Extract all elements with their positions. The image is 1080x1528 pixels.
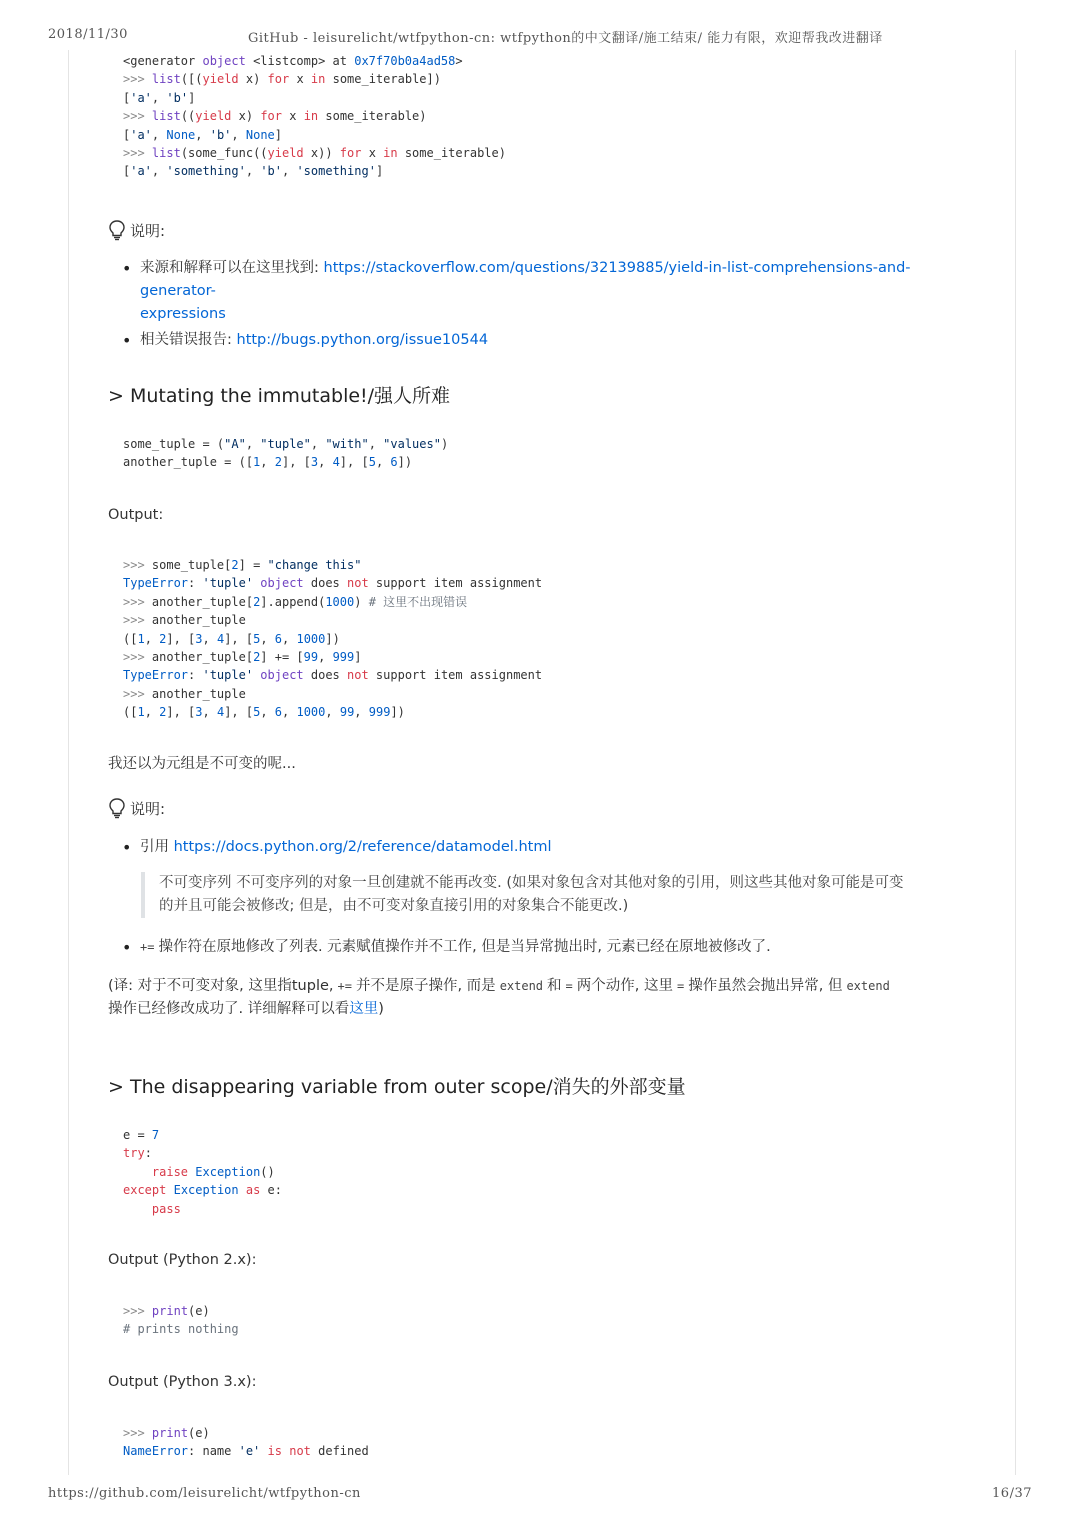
explanation-heading (108, 797, 165, 819)
list-item-text: 相关错误报告: (140, 332, 237, 348)
section-heading-disappearing-variable: > The disappearing variable from outer scope/消失的外部变量 (108, 1076, 686, 1098)
code-line: some_tuple = ("A", "tuple", "with", "values") (123, 437, 449, 451)
code-line: >>> list(some_func((yield x)) for x in some_iterable) (123, 146, 506, 161)
code-line: ([1, 2], [3, 4], [5, 6, 1000, 99, 999]) (123, 705, 405, 720)
code-block-exception (123, 1126, 282, 1218)
code-line: >>> another_tuple[2].append(1000) # 这里不出现错误 (123, 594, 468, 609)
code-block-listcomp (123, 52, 506, 181)
note-text: 两个动作, 这里 (576, 978, 673, 994)
stackoverflow-link-continued[interactable]: expressions (140, 306, 226, 322)
code-block-output-py3 (123, 1424, 369, 1461)
list-item-text: 操作符在原地修改了列表. 元素赋值操作并不工作, 但是当异常抛出时, 元素已经在原地被修改了. (158, 939, 771, 955)
explanation-list (110, 936, 970, 959)
page-number: 16/37 (992, 1486, 1032, 1501)
code-line: except Exception as e: (123, 1183, 282, 1198)
output-label: Output: (108, 507, 164, 523)
inline-code: extend (499, 979, 544, 993)
inline-code: += (337, 979, 352, 993)
code-block-output-py2 (123, 1302, 239, 1339)
explanation-label: 说明: (130, 221, 166, 240)
remark-text: 我还以为元组是不可变的呢... (108, 756, 296, 772)
code-line: raise Exception() (151, 1164, 275, 1179)
code-line: >>> another_tuple (123, 686, 246, 701)
output-label-py2: Output (Python 2.x): (108, 1252, 257, 1268)
code-line: another_tuple = ([1, 2], [3, 4], [5, 6]) (123, 455, 413, 470)
code-line: NameError: name 'e' is not defined (123, 1444, 369, 1459)
code-line: >>> list((yield x) for x in some_iterable) (123, 109, 427, 124)
inline-code: = (565, 979, 573, 993)
lightbulb-icon (108, 219, 126, 241)
inline-code: += (140, 940, 155, 954)
note-text: 和 (547, 978, 562, 994)
print-url: https://github.com/leisurelicht/wtfpython-cn (48, 1486, 361, 1501)
note-text: (译: 对于不可变对象, 这里指tuple, (108, 978, 334, 994)
code-line: >>> print(e) (123, 1304, 210, 1318)
bug-report-link[interactable]: http://bugs.python.org/issue10544 (236, 332, 489, 348)
code-line: ['a', 'b'] (123, 90, 196, 105)
code-line: <generator object <listcomp> at 0x7f70b0a4ad58> (123, 54, 463, 68)
code-line: try: (123, 1146, 152, 1161)
code-line: >>> list([(yield x) for x in some_iterable]) (123, 72, 441, 87)
code-line: >>> another_tuple[2] += [99, 999] (123, 650, 362, 665)
code-block-output (123, 556, 542, 722)
stackoverflow-link[interactable]: https://stackoverflow.com/questions/32139885/yield-in-list-comprehensions-and-generator- (140, 260, 911, 299)
code-line: TypeError: 'tuple' object does not support item assignment (123, 668, 543, 683)
code-line: # prints nothing (123, 1322, 239, 1337)
note-text: 操作虽然会抛出异常, 但 (688, 978, 843, 994)
code-line: >>> another_tuple (123, 613, 246, 628)
code-line: TypeError: 'tuple' object does not support item assignment (123, 576, 543, 591)
code-line: ([1, 2], [3, 4], [5, 6, 1000]) (123, 631, 340, 646)
quote-line: 不可变序列 不可变序列的对象一旦创建就不能再改变. (如果对象包含对其他对象的引用，则这些其他对象可能是可变 (159, 875, 904, 891)
blockquote (141, 872, 979, 918)
quote-line: 的并且可能会被修改; 但是，由不可变对象直接引用的对象集合不能更改.) (159, 898, 629, 914)
python-docs-link[interactable]: https://docs.python.org/2/reference/datamodel.html (173, 839, 552, 855)
list-item (110, 257, 970, 326)
explanation-heading (108, 219, 165, 241)
translator-note (108, 975, 894, 1021)
list-item (110, 836, 970, 859)
code-line: ['a', None, 'b', None] (123, 127, 283, 142)
code-line: e = 7 (123, 1128, 160, 1142)
explanation-list (110, 836, 970, 859)
code-line: >>> some_tuple[2] = "change this" (123, 558, 362, 572)
code-line: >>> print(e) (123, 1426, 210, 1440)
note-text: ) (378, 1001, 384, 1017)
inline-code: extend (846, 979, 890, 993)
list-item (110, 936, 970, 959)
list-item-text: 来源和解释可以在这里找到: (140, 260, 324, 276)
code-line: ['a', 'something', 'b', 'something'] (123, 164, 384, 179)
explanation-label: 说明: (130, 799, 166, 818)
code-line: pass (151, 1201, 181, 1216)
details-link[interactable]: 这里 (349, 1001, 379, 1017)
list-item-text: 引用 (140, 839, 174, 855)
lightbulb-icon (108, 797, 126, 819)
inline-code: = (677, 979, 685, 993)
explanation-list (110, 257, 970, 352)
list-item (110, 329, 970, 352)
output-label-py3: Output (Python 3.x): (108, 1374, 257, 1390)
print-date: 2018/11/30 (48, 27, 128, 42)
code-block-tuples (123, 435, 448, 472)
note-text: 并不是原子操作, 而是 (355, 978, 496, 994)
print-page-title: GitHub - leisurelicht/wtfpython-cn: wtfpython的中文翻译/施工结束/ 能力有限，欢迎帮我改进翻译 (248, 31, 883, 46)
section-heading-mutating-immutable: > Mutating the immutable!/强人所难 (108, 385, 451, 407)
note-text: 操作已经修改成功了. 详细解释可以看 (108, 1001, 350, 1017)
